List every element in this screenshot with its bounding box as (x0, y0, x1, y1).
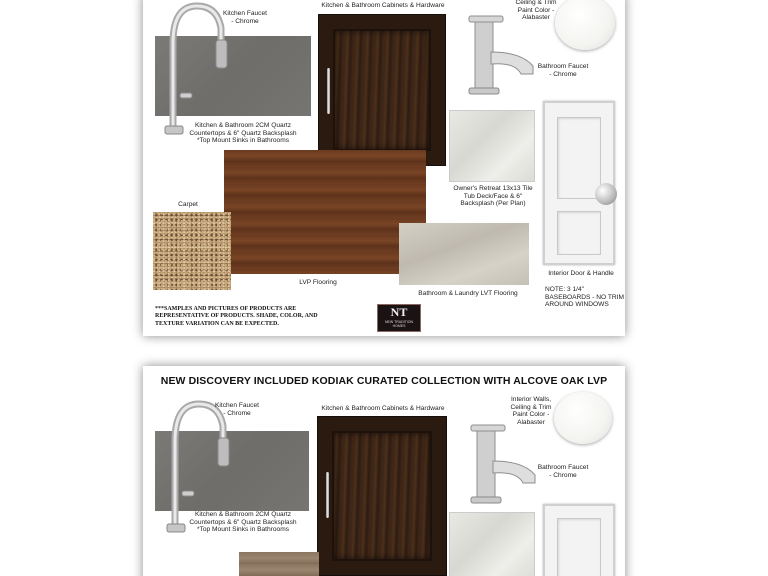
selection-board-1 (143, 0, 625, 336)
owners-tile-swatch (449, 110, 535, 182)
logo-text: NEW TRADITION HOMES (385, 320, 413, 328)
bathroom-faucet-label-2: Bathroom Faucet - Chrome (537, 464, 589, 479)
lvt-flooring-swatch (399, 223, 529, 285)
owners-tile-label: Owner's Retreat 13x13 Tile Tub Deck/Face & 6" Backsplash (Per Plan) (453, 185, 533, 208)
lvp-flooring-label: LVP Flooring (299, 279, 337, 286)
selection-board-2 (143, 366, 625, 576)
paint-swatch-2 (554, 392, 612, 444)
collection-title: NEW DISCOVERY INCLUDED KODIAK CURATED COLLECTION WITH ALCOVE OAK LVP (160, 375, 608, 387)
paint-label-2: Interior Walls, Ceiling & Trim Paint Color - Alabaster (510, 396, 552, 426)
cabinet-door-image-2 (317, 416, 447, 576)
samples-disclaimer: ***SAMPLES AND PICTURES OF PRODUCTS ARE REPRESENTATIVE OF PRODUCTS. SHADE, COLOR, AND TEXTURE VARIATION CAN BE EXPECTED. (155, 306, 318, 327)
kitchen-faucet-label-2: Kitchen Faucet - Chrome (215, 402, 259, 417)
interior-door-image-2 (543, 504, 615, 576)
owners-tile-swatch-2 (449, 512, 535, 576)
paint-label: Ceiling & Trim Paint Color - Alabaster (515, 0, 557, 22)
quartz-label: Kitchen & Bathroom 2CM Quartz Countertops & 6" Quartz Backsplash *Top Mount Sinks in Bathrooms (189, 122, 297, 145)
lvp-flooring-swatch (224, 150, 426, 274)
bathroom-faucet-image (461, 14, 536, 96)
cabinets-label-2: Kitchen & Bathroom Cabinets & Hardware (321, 405, 445, 412)
bathroom-faucet-label: Bathroom Faucet - Chrome (537, 63, 589, 78)
interior-door-label: Interior Door & Handle (548, 270, 614, 277)
cabinets-label: Kitchen & Bathroom Cabinets & Hardware (321, 2, 445, 9)
door-handle-image (595, 183, 617, 205)
kitchen-faucet-label: Kitchen Faucet - Chrome (223, 10, 267, 25)
carpet-swatch (153, 212, 231, 290)
paint-swatch (555, 0, 615, 50)
builder-logo (377, 304, 421, 332)
quartz-label-2: Kitchen & Bathroom 2CM Quartz Countertops & 6" Quartz Backsplash *Top Mount Sinks in Bathrooms (189, 511, 297, 534)
logo-mark: NT (390, 305, 408, 319)
cabinet-door-image (318, 14, 446, 166)
baseboards-note: NOTE: 3 1/4" BASEBOARDS - NO TRIM AROUND WINDOWS (545, 286, 625, 309)
lvt-flooring-label: Bathroom & Laundry LVT Flooring (418, 290, 518, 297)
carpet-label: Carpet (178, 201, 198, 208)
lvp-flooring-swatch-2 (239, 552, 319, 576)
